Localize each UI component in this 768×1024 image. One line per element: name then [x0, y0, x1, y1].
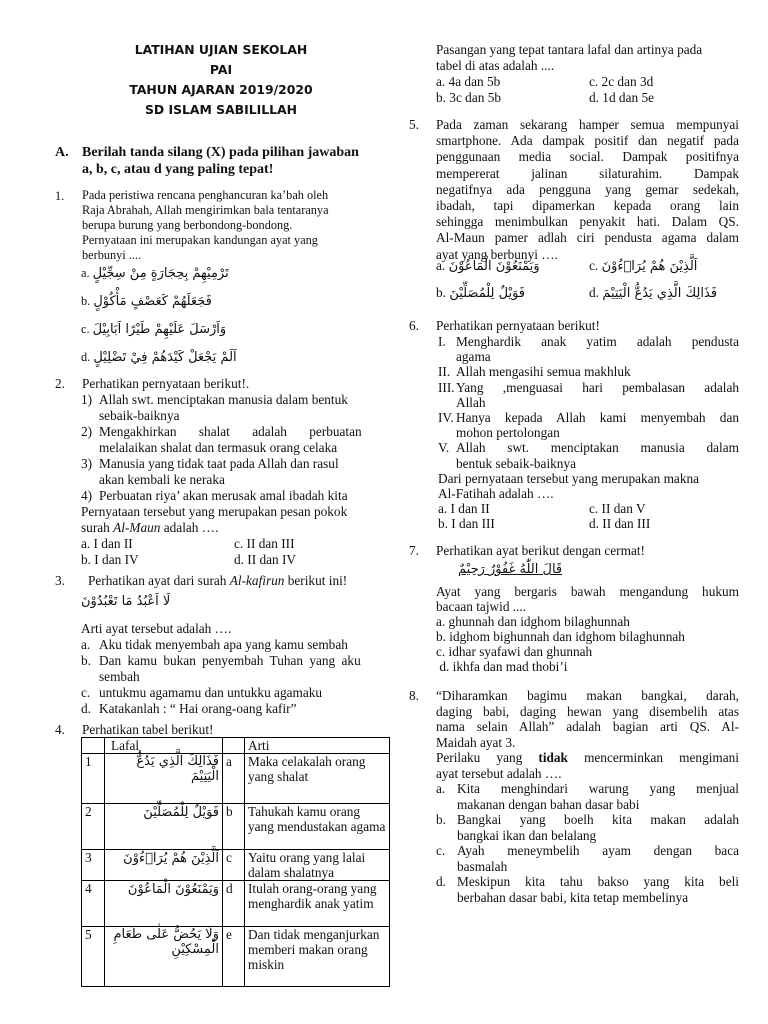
- subject-title: PAI: [209, 62, 233, 77]
- column-header-lafal: Lafal: [105, 738, 223, 754]
- option-d[interactable]: d. Katakanlah : “ Hai orang-oang kafir”: [81, 701, 297, 716]
- table-row: 5 وَلَا يَحُضُّ عَلٰى طَعَامِ الْمِسْكِيْنِ e Dan tidak menganjurkan memberi makan orang miskin: [82, 927, 390, 987]
- question-text: negatifnya ada pengguna yang gemar sedekah,: [436, 181, 739, 197]
- question-text: tabel di atas adalah ....: [436, 58, 555, 73]
- question-text: Pasangan yang tepat tantara lafal dan artinya pada: [436, 42, 703, 57]
- table-row: 3 اَلَّذِيْنَ هُمْ يُرَاۤءُوْنَ c Yaitu orang yang lalai dalam shalatnya: [82, 850, 390, 881]
- question-number: 7.: [409, 543, 419, 558]
- option-c[interactable]: c. 2c dan 3d: [589, 74, 654, 89]
- option-d[interactable]: d. اَلَمْ يَجْعَلْ كَيْدَهُمْ فِيْ تَضْلِيْلٍ: [81, 350, 237, 365]
- question-number: 3.: [55, 573, 65, 588]
- arabic-text: فَذَالِكَ الَّذِي يَدُعُّ الْيَتِيْمَ: [136, 754, 219, 784]
- option-b[interactable]: b. idghom bighunnah dan idghom bilaghunnah: [436, 629, 685, 644]
- academic-year: TAHUN AJARAN 2019/2020: [129, 82, 313, 97]
- question-text: “Diharamkan bagimu makan bangkai, darah,: [436, 688, 739, 703]
- option-a[interactable]: a. Aku tidak menyembah apa yang kamu sembah: [81, 637, 348, 652]
- option-b[interactable]: b. I dan IV: [81, 552, 139, 567]
- option-a[interactable]: a. Kita menghindari warung yang menjual makanan dengan bahan dasar babi: [436, 781, 739, 812]
- arabic-text: وَلَا يَحُضُّ عَلٰى طَعَامِ الْمِسْكِيْنِ: [113, 927, 219, 957]
- option-d[interactable]: d. Meskipun kita tahu bakso yang kita beli berbahan dasar babi, kita tetap membelinya: [436, 874, 739, 905]
- table-row: 2 فَوَيْلٌ لِلْمُصَلِّيْنَ b Tahukah kamu orang yang mendustakan agama: [82, 804, 390, 850]
- question-number: 2.: [55, 376, 65, 391]
- column-header-arti: Arti: [245, 738, 390, 754]
- question-number: 5.: [409, 117, 419, 132]
- arabic-text: فَوَيْلٌ لِلْمُصَلِّيْنَ: [143, 805, 219, 820]
- question-text: Arti ayat tersebut adalah ….: [81, 621, 232, 636]
- instruction-line-1: Berilah tanda silang (X) pada pilihan jawaban: [82, 145, 359, 160]
- question-text: Dari pernyataan tersebut yang merupakan makna: [438, 470, 700, 486]
- option-d[interactable]: d. II dan IV: [234, 552, 297, 567]
- question-text: berupa burung yang berbondong-bondong.: [82, 218, 293, 232]
- option-a[interactable]: a. I dan II: [438, 501, 490, 517]
- arabic-text: وَيَمْنَعُوْنَ الْمَاعُوْنَ: [448, 259, 540, 274]
- question-number: 8.: [409, 688, 419, 703]
- option-d[interactable]: d. فَذَالِكَ الَّذِي يَدُعُّ الْيَتِيْمَ: [589, 285, 718, 301]
- question-text: berbunyi ....: [82, 248, 142, 262]
- option-b[interactable]: b. Bangkai yang boelh kita makan adalah bangkai ikan dan belalang: [436, 812, 739, 843]
- question-text: Al-Fatihah adalah ….: [438, 486, 554, 502]
- arabic-text: اَلَمْ يَجْعَلْ كَيْدَهُمْ فِيْ تَضْلِيْلٍ: [93, 350, 237, 365]
- question-text: nama selain Allah” adalah bagian arti QS. Al-: [436, 719, 739, 734]
- option-b[interactable]: b. I dan III: [438, 516, 495, 532]
- instruction-line-2: a, b, c, atau d yang paling tepat!: [82, 162, 274, 177]
- question-number: 4.: [55, 722, 65, 737]
- question-number: 6.: [409, 318, 419, 333]
- question-text: Al-Maun pamer adlah ciri pendusta agama dalam: [436, 230, 739, 246]
- question-text: ayat yang berbunyi ….: [436, 246, 558, 262]
- question-stem: Perhatikan ayat berikut dengan cermat!: [436, 543, 645, 558]
- option-c[interactable]: c. II dan V: [589, 501, 646, 517]
- arabic-verse: قَالَ اللّٰهُ غَفُوْرٌ رَحِيْمٌ: [458, 562, 563, 577]
- question-text: Maidah ayat 3.: [436, 734, 516, 750]
- question-text: Pada zaman sekarang hamper semua mempunyai: [436, 117, 739, 132]
- question-text: Pada peristiwa rencana penghancuran ka’bah oleh: [82, 188, 329, 202]
- table-header-row: [82, 738, 390, 754]
- arabic-text: وَاَرْسَلَ عَلَيْهِمْ طَيْرًا اَبَابِيْلَ: [92, 322, 227, 337]
- arabic-text: فَذَالِكَ الَّذِي يَدُعُّ الْيَتِيْمَ: [602, 286, 718, 301]
- question-stem: Perhatikan pernyataan berikut!.: [82, 376, 250, 391]
- table-row: 4 وَيَمْنَعُوْنَ الْمَاعُوْنَ d Itulah orang-orang yang menghardik anak yatim: [82, 881, 390, 927]
- question-text: Ayat yang bergaris bawah mengandung hukum: [436, 584, 739, 599]
- arabic-text: اَلَّذِيْنَ هُمْ يُرَاۤءُوْنَ: [601, 259, 698, 274]
- option-d[interactable]: d. II dan III: [589, 516, 651, 532]
- option-c[interactable]: c. II dan III: [234, 536, 295, 551]
- question-text: ibadah, tapi dipamerkan kepada orang lain: [436, 198, 739, 214]
- option-c[interactable]: c. idhar syafawi dan ghunnah: [436, 644, 593, 659]
- option-a[interactable]: a. وَيَمْنَعُوْنَ الْمَاعُوْنَ: [436, 258, 540, 274]
- question-text: bacaan tajwid ....: [436, 599, 527, 614]
- question-text: Pernyataan tersebut yang merupakan pesan pokok: [81, 504, 348, 519]
- option-c[interactable]: c. untukmu agamamu dan untukku agamaku: [81, 685, 323, 700]
- question-text: daging babi, daging hewan yang disembelih atas: [436, 703, 739, 719]
- question-stem: Perhatikan tabel berikut!: [82, 722, 214, 737]
- question-text: smartphone. Ada dampak positif dan negatif pada: [436, 133, 739, 149]
- question-stem: Perhatikan pernyataan berikut!: [436, 318, 600, 333]
- question-text: ayat tersebut adalah ….: [436, 765, 562, 781]
- option-c[interactable]: c. وَاَرْسَلَ عَلَيْهِمْ طَيْرًا اَبَابِيْلَ: [81, 322, 227, 337]
- question-text: mempererat jalinan silaturahim. Dampak: [436, 165, 739, 181]
- question-text: Perilaku yang tidak mencerminkan mengimani: [436, 750, 740, 765]
- question-number: 1.: [55, 189, 65, 203]
- question-text: penggunaan media social. Dampak positifnya: [436, 149, 739, 165]
- arabic-text: اَلَّذِيْنَ هُمْ يُرَاۤءُوْنَ: [123, 851, 219, 866]
- option-c[interactable]: c. Ayah meneymbelih ayam dengan baca basmalah: [436, 843, 739, 874]
- arabic-text: وَيَمْنَعُوْنَ الْمَاعُوْنَ: [127, 882, 219, 897]
- option-b[interactable]: b. فَجَعَلَهُمْ كَعَصْفٍ مَأْكُوْلٍ: [81, 294, 212, 309]
- question-stem: Perhatikan ayat dari surah Al-kafirun berikut ini!: [88, 573, 348, 588]
- option-a[interactable]: a. تَرْمِيْهِمْ بِحِجَارَةٍ مِنْ سِجِّيْلٍ: [81, 266, 229, 281]
- arabic-text: فَوَيْلٌ لِلْمُصَلِّيْنَ: [449, 286, 526, 301]
- option-a[interactable]: a. I dan II: [81, 536, 133, 551]
- table-row: 1 فَذَالِكَ الَّذِي يَدُعُّ الْيَتِيْمَ a Maka celakalah orang yang shalat: [82, 754, 390, 804]
- option-c[interactable]: c. اَلَّذِيْنَ هُمْ يُرَاۤءُوْنَ: [589, 258, 698, 274]
- arabic-text: تَرْمِيْهِمْ بِحِجَارَةٍ مِنْ سِجِّيْلٍ: [92, 266, 229, 281]
- arabic-text: فَجَعَلَهُمْ كَعَصْفٍ مَأْكُوْلٍ: [93, 294, 212, 309]
- section-letter: A.: [55, 145, 69, 160]
- question-text: Raja Abrahah, Allah mengirimkan bala tentaranya: [82, 203, 329, 217]
- option-d[interactable]: d. ikhfa dan mad thobi’i: [436, 659, 568, 674]
- lafal-arti-table: [81, 737, 390, 987]
- question-text: sehingga menimbulkan penyakit hati. Dalam QS.: [436, 214, 739, 230]
- question-text: surah Al-Maun adalah ….: [81, 520, 219, 535]
- option-a[interactable]: a. 4a dan 5b: [436, 74, 501, 89]
- exam-title: LATIHAN UJIAN SEKOLAH: [134, 42, 308, 57]
- option-d[interactable]: d. 1d dan 5e: [589, 90, 654, 105]
- option-b[interactable]: b. فَوَيْلٌ لِلْمُصَلِّيْنَ: [436, 285, 526, 301]
- school-name: SD ISLAM SABILILLAH: [144, 102, 297, 117]
- option-a[interactable]: a. ghunnah dan idghom bilaghunnah: [436, 614, 630, 629]
- option-b[interactable]: b. Dan kamu bukan penyembah Tuhan yang aku sembah: [81, 653, 361, 684]
- option-b[interactable]: b. 3c dan 5b: [436, 90, 501, 105]
- question-text: Pernyataan ini merupakan kandungan ayat yang: [82, 233, 318, 247]
- arabic-verse: لَا اَعْبُدُ مَا تَعْبُدُوْنَ: [81, 594, 171, 609]
